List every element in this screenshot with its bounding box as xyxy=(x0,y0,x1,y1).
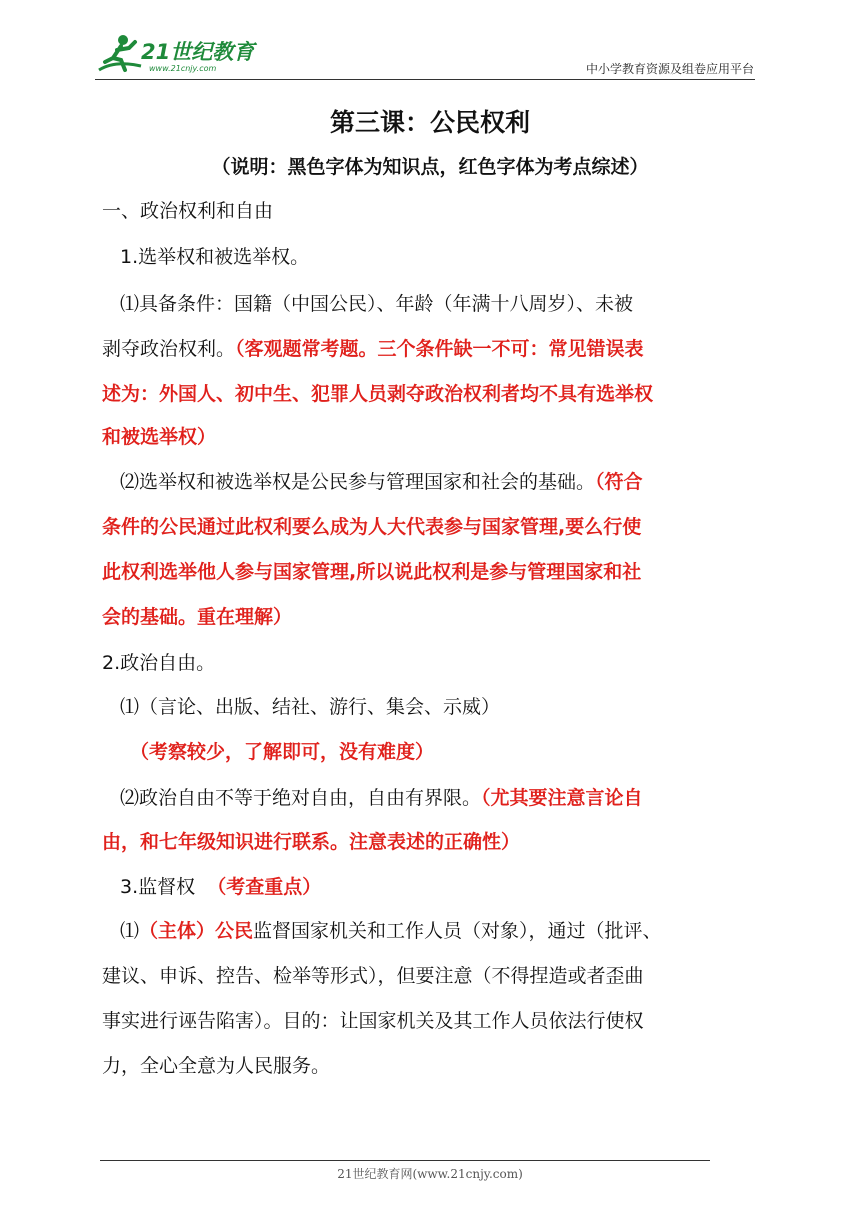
text-black: ⑵选举权和被选举权是公民参与管理国家和社会的基础。 xyxy=(120,471,596,493)
subsection-heading-3 xyxy=(120,874,780,900)
paragraph-line: 建议、申诉、控告、检举等形式），但要注意（不得捏造或者歪曲 xyxy=(102,965,644,987)
page-subtitle: （说明：黑色字体为知识点，红色字体为考点综述） xyxy=(211,156,649,178)
paragraph-line xyxy=(120,785,780,811)
exam-note-line: 由，和七年级知识进行联系。注意表述的正确性） xyxy=(102,831,521,853)
paragraph-line: ⑴（言论、出版、结社、游行、集会、示威） xyxy=(120,696,501,718)
exam-note: （客观题常考题。三个条件缺一不可：常见错误表 xyxy=(235,338,644,360)
page-header xyxy=(95,30,760,78)
section-heading-1: 一、政治权利和自由 xyxy=(102,200,274,222)
exam-note: （符合 xyxy=(595,471,643,493)
exam-note-line: （考察较少，了解即可，没有难度） xyxy=(130,741,435,763)
platform-name: 中小学教育资源及组卷应用平台 xyxy=(585,62,754,76)
text-black: ⑴ xyxy=(120,920,140,942)
paragraph-line: 事实进行诬告陷害）。目的：让国家机关及其工作人员依法行使权 xyxy=(102,1010,644,1032)
exam-note-line: 会的基础。重在理解） xyxy=(102,606,293,628)
exam-note-line: 述为：外国人、初中生、犯罪人员剥夺政治权利者均不具有选举权 xyxy=(102,383,654,405)
header-divider xyxy=(95,79,755,80)
exam-note-line: 和被选举权） xyxy=(102,426,217,448)
subsection-heading-1: 1.选举权和被选举权。 xyxy=(120,246,310,268)
paragraph-line xyxy=(102,336,762,362)
paragraph-line xyxy=(120,918,780,944)
exam-note: （尤其要注意言论自 xyxy=(481,787,643,809)
logo-text: 21世纪教育 xyxy=(141,40,255,64)
exam-note: （考查重点） xyxy=(207,876,322,898)
page-title: 第三课：公民权利 xyxy=(329,108,530,137)
paragraph-line: ⑴具备条件：国籍（中国公民）、年龄（年满十八周岁）、未被 xyxy=(120,293,634,315)
text-black: 剥夺政治权利。 xyxy=(102,338,236,360)
exam-note-line: 此权利选举他人参与国家管理,所以说此权利是参与管理国家和社 xyxy=(102,561,642,583)
exam-note-line: 条件的公民通过此权利要么成为人大代表参与国家管理,要么行使 xyxy=(102,516,642,538)
subsection-title: 3.监督权 xyxy=(120,876,196,898)
paragraph-line xyxy=(120,469,780,495)
site-logo[interactable] xyxy=(95,30,265,78)
exam-note: （主体）公民 xyxy=(139,920,254,942)
footer-divider xyxy=(100,1160,710,1161)
runner-icon xyxy=(95,30,145,78)
paragraph-line: 力，全心全意为人民服务。 xyxy=(102,1055,331,1077)
logo-url: www.21cnjy.com xyxy=(149,64,217,73)
text-black: 监督国家机关和工作人员（对象），通过（批评、 xyxy=(253,920,662,942)
footer-text[interactable]: 21世纪教育网(www.21cnjy.com) xyxy=(337,1167,523,1181)
text-black: ⑵政治自由不等于绝对自由，自由有界限。 xyxy=(120,787,482,809)
subsection-heading-2: 2.政治自由。 xyxy=(102,652,216,674)
